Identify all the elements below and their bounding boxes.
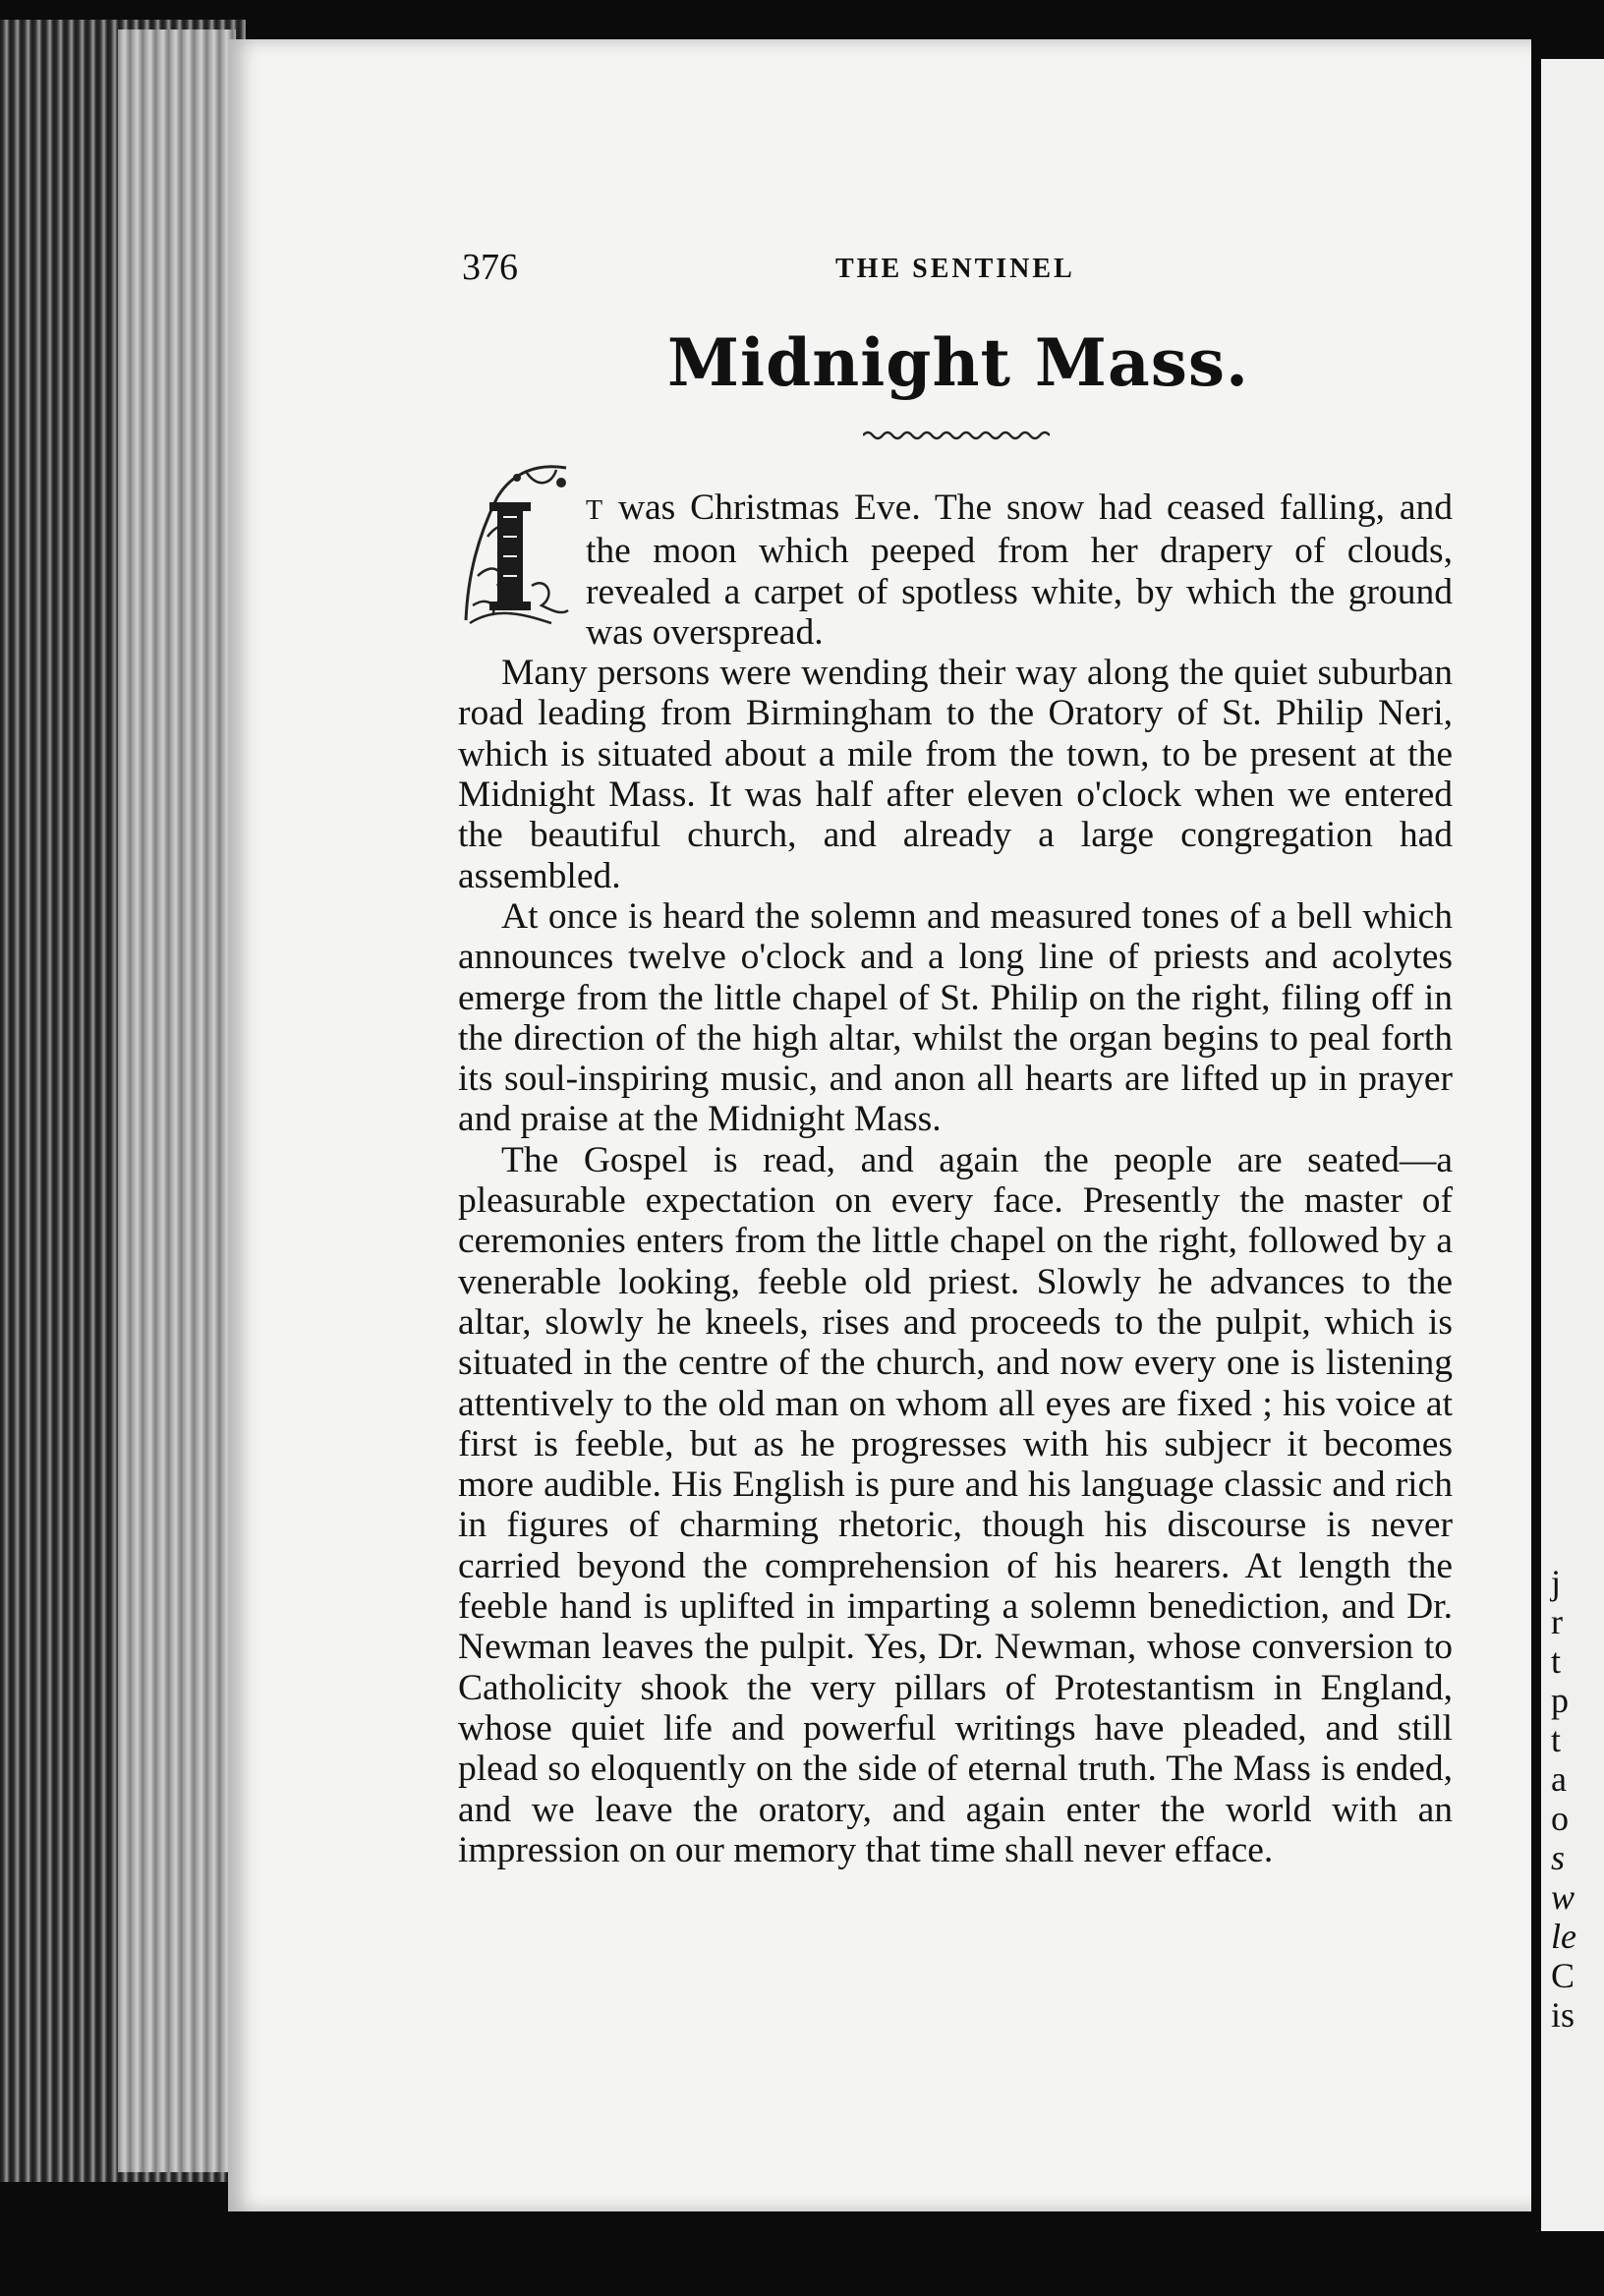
adjacent-page-letter: is [1551, 1995, 1575, 2035]
adjacent-page-letter: t [1551, 1720, 1562, 1759]
adjacent-page-fragment [1531, 59, 1604, 2231]
opening-smallcaps: T [586, 495, 604, 526]
ornamental-dropcap [458, 458, 574, 625]
article-title: Midnight Mass. [666, 324, 1250, 401]
page-number: 376 [462, 247, 518, 288]
article-body [458, 488, 1453, 1870]
paragraph-1 [458, 488, 1453, 653]
floral-ornament-icon [458, 458, 574, 625]
paragraph-1-text: was Christmas Eve. The snow had ceased falling, and the moon which peeped from her drapery of clouds, revealed a carpet of spotless white, by which the ground was overspread. [586, 488, 1453, 653]
paragraph-2: Many persons were wending their way along the quiet suburban road leading from Birmingham to the Oratory of St. Philip Neri, which is situated about a mile from the town, to be present at the Midnight Mass. It was half after eleven o'clock when we entered the beautiful church, and already a large congregation had assembled. [458, 653, 1453, 896]
running-head [462, 246, 1455, 295]
book-page-edges-highlight [118, 29, 236, 2172]
paragraph-4: The Gospel is read, and again the people are seated—a pleasurable expectation on every face. Presently the master of ceremonies enters from the little chapel on the right, followed by a venerable looking, feeble old priest. Slowly he advances to the altar, slowly he kneels, rises and proceeds to the pulpit, which is situated in the centre of the church, and now every one is listening attentively to the old man on whom all eyes are fixed ; his voice at first is feeble, but as he progresses with his subjecr it becomes more audible. His English is pure and his language classic and rich in figures of charming rhetoric, though his discourse is never carried beyond the comprehension of his hearers. At length the feeble hand is uplifted in imparting a solemn benediction, and Dr. Newman leaves the pulpit. Yes, Dr. Newman, whose conversion to Catholicity shook the very pillars of Protestantism in England, whose quiet life and powerful writings have pleaded, and still plead so eloquently on the side of eternal truth. The Mass is ended, and we leave the oratory, and again enter the world with an impression on our memory that time shall never efface. [458, 1139, 1453, 1870]
paragraph-3: At once is heard the solemn and measured tones of a bell which announces twelve o'clock and a long line of priests and acolytes emerge from the little chapel of St. Philip on the right, filing off in the direction of the high altar, whilst the organ begins to peal forth its soul-inspiring music, and anon all hearts are lifted up in prayer and praise at the Midnight Mass. [458, 895, 1453, 1140]
adjacent-page-letter: w [1551, 1877, 1575, 1917]
adjacent-page-letter: le [1551, 1917, 1576, 1956]
decorative-wavy-rule [863, 430, 1050, 441]
adjacent-page-letter: t [1551, 1641, 1562, 1681]
adjacent-page-letter: C [1551, 1956, 1575, 1995]
adjacent-page-letter: r [1551, 1602, 1563, 1641]
adjacent-page-letter: o [1551, 1799, 1569, 1838]
adjacent-page-letter: p [1551, 1681, 1569, 1720]
adjacent-page-letter: a [1551, 1759, 1567, 1799]
adjacent-page-letter: s [1551, 1838, 1566, 1877]
adjacent-page-letter: j [1551, 1563, 1562, 1602]
journal-title: THE SENTINEL [835, 254, 1075, 284]
